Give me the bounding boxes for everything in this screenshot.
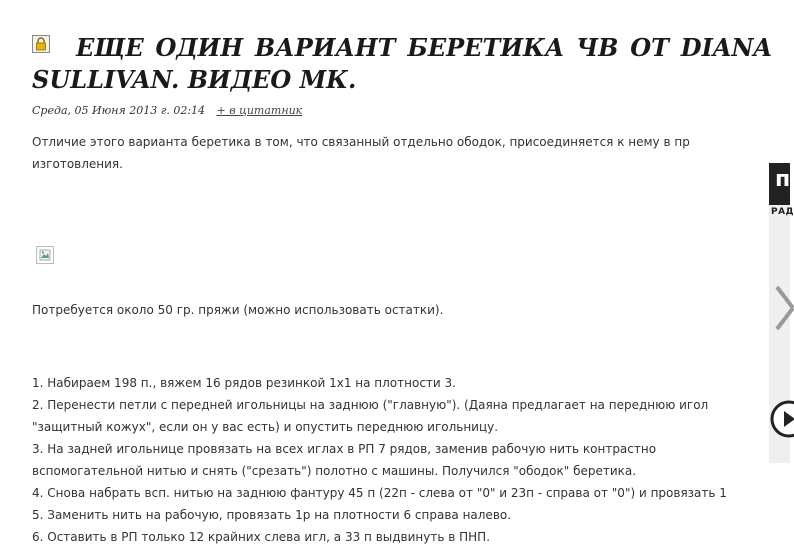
post-meta bbox=[32, 104, 302, 117]
play-icon[interactable] bbox=[769, 399, 793, 439]
post-title-line2: SULLIVAN. ВИДЕО МК. bbox=[32, 65, 357, 94]
close-icon[interactable] bbox=[773, 283, 793, 333]
broken-image-icon bbox=[36, 246, 54, 264]
side-widget[interactable] bbox=[769, 163, 794, 463]
list-item: вспомогательной нитью и снять ("срезать") полотно с машины. Получился "ободок" беретика. bbox=[32, 464, 637, 478]
list-item: 1. Набираем 198 п., вяжем 16 рядов резинкой 1х1 на плотности 3. bbox=[32, 376, 456, 390]
post-title bbox=[32, 32, 772, 96]
intro-text-line1: Отличие этого варианта беретика в том, что связанный отдельно ободок, присоединяется к нему в пр bbox=[32, 135, 690, 149]
post-title-line1 bbox=[32, 32, 772, 64]
widget-logo bbox=[769, 163, 790, 205]
title-word-1-wrap bbox=[32, 32, 144, 64]
title-word: ЧВ bbox=[576, 33, 619, 62]
list-item: 4. Снова набрать всп. нитью на заднюю фантуру 45 п (22п - слева от "0" и 23п - справа от "0") и провязать 1 bbox=[32, 486, 727, 500]
lock-icon bbox=[32, 35, 50, 53]
list-item: 6. Оставить в РП только 12 крайних слева игл, а 33 п выдвинуть в ПНП. bbox=[32, 530, 491, 544]
widget-logo-char: п bbox=[775, 167, 791, 192]
title-word: ЕЩЕ bbox=[76, 33, 144, 62]
list-item: 5. Заменить нить на рабочую, провязать 1р на плотности 6 справа налево. bbox=[32, 508, 512, 522]
list-item: 2. Перенести петли с передней игольницы на заднюю ("главную"). (Даяна предлагает на переднюю игол bbox=[32, 398, 709, 412]
title-word: DIANA bbox=[680, 33, 772, 62]
title-word: ВАРИАНТ bbox=[254, 33, 396, 62]
steps-list bbox=[32, 372, 727, 548]
widget-label: РАД bbox=[771, 207, 794, 217]
intro-text-line2: изготовления. bbox=[32, 157, 123, 171]
title-word: БЕРЕТИКА bbox=[407, 33, 565, 62]
list-item: "защитный кожух", если он у вас есть) и опустить переднюю игольницу. bbox=[32, 420, 499, 434]
list-item: 3. На задней игольнице провязать на всех иглах в РП 7 рядов, заменив рабочую нить контрастно bbox=[32, 442, 657, 456]
title-word: ОДИН bbox=[155, 33, 244, 62]
broken-image-glyph bbox=[37, 247, 53, 263]
post-date: Среда, 05 Июня 2013 г. 02:14 bbox=[32, 104, 206, 117]
title-word: ОТ bbox=[630, 33, 669, 62]
yarn-note: Потребуется около 50 гр. пряжи (можно использовать остатки). bbox=[32, 303, 444, 317]
quote-link[interactable]: + в цитатник bbox=[216, 104, 303, 117]
